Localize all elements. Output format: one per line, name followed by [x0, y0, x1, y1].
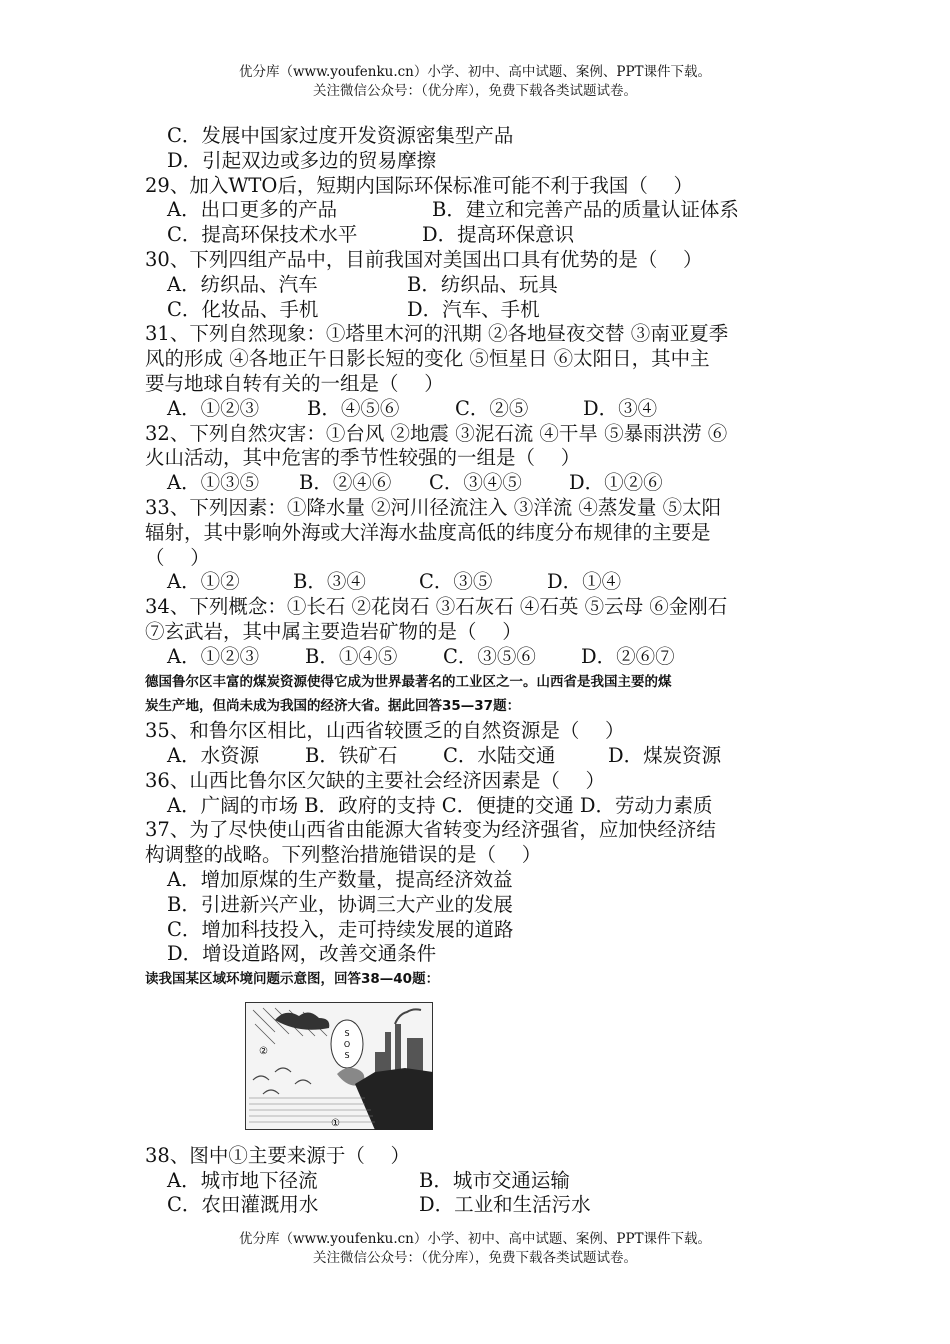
header-line-2: 关注微信公众号：（优分库），免费下载各类试题试卷。 [313, 83, 637, 99]
q35-option-c: C．水陆交通 [443, 743, 556, 767]
header-line-1: 优分库（www.youfenku.cn）小学、初中、高中试题、案例、PPT课件下载。 [238, 64, 712, 80]
q37-option-a: A．增加原煤的生产数量，提高经济效益 [167, 867, 513, 891]
intro-38-40: 读我国某区域环境问题示意图，回答38—40题： [145, 971, 440, 988]
page-header [0, 63, 950, 101]
q37-stem-line1: 37、为了尽快使山西省由能源大省转变为经济强省，应加快经济结 [145, 818, 716, 842]
page-footer [0, 1230, 950, 1268]
q30-option-a: A．纺织品、汽车 [167, 272, 318, 296]
q33-stem-line3: （ ） [145, 545, 210, 569]
q34-stem-line1: 34、下列概念：①长石 ②花岗石 ③石灰石 ④石英 ⑤云母 ⑥金刚石 [145, 595, 728, 619]
q32-option-a: A．①③⑤ [167, 471, 260, 495]
q31-option-a: A．①②③ [167, 396, 260, 420]
q31-stem-line2: 风的形成 ④各地正午日影长短的变化 ⑤恒星日 ⑥太阳日，其中主 [145, 347, 710, 371]
q33-option-c: C．③⑤ [419, 570, 493, 594]
q38-option-d: D．工业和生活污水 [419, 1193, 591, 1217]
q32-stem-line1: 32、下列自然灾害：①台风 ②地震 ③泥石流 ④干旱 ⑤暴雨洪涝 ⑥ [145, 421, 728, 445]
q30-options-row1 [145, 273, 815, 298]
q31-option-b: B．④⑤⑥ [307, 396, 400, 420]
q34-option-a: A．①②③ [167, 644, 260, 668]
q33-option-a: A．①② [167, 570, 240, 594]
q29-options-row2 [145, 223, 815, 248]
q30-option-c: C．化妆品、手机 [167, 297, 319, 321]
q35-option-b: B．铁矿石 [305, 743, 398, 767]
q36-options: A．广阔的市场 B．政府的支持 C．便捷的交通 D．劳动力素质 [167, 793, 713, 817]
q34-option-c: C．③⑤⑥ [443, 644, 536, 668]
q31-option-d: D．③④ [583, 396, 658, 420]
q38-option-a: A．城市地下径流 [167, 1168, 318, 1192]
intro-35-37-line2: 炭生产地，但尚未成为我国的经济大省。据此回答35—37题： [145, 698, 521, 715]
q37-stem-line2: 构调整的战略。下列整治措施错误的是（ ） [145, 843, 542, 867]
q33-option-d: D．①④ [547, 570, 622, 594]
q34-option-b: B．①④⑤ [305, 644, 398, 668]
q37-option-d: D．增设道路网，改善交通条件 [167, 942, 437, 966]
q38-options-row2 [145, 1193, 815, 1218]
environment-problem-figure [245, 1002, 433, 1130]
q29-stem: 29、加入WTO后，短期内国际环保标准可能不利于我国（ ） [145, 173, 694, 197]
q38-stem: 38、图中①主要来源于（ ） [145, 1143, 411, 1167]
figure-label-1: ① [331, 1117, 340, 1129]
sos-letter-s1: S [344, 1028, 350, 1038]
q30-option-d: D．汽车、手机 [407, 297, 540, 321]
q31-options [145, 397, 815, 422]
q32-stem-line2: 火山活动，其中危害的季节性较强的一组是（ ） [145, 446, 581, 470]
q38-option-c: C．农田灌溉用水 [167, 1193, 319, 1217]
q29-option-b: B．建立和完善产品的质量认证体系 [432, 198, 739, 222]
q33-options [145, 570, 815, 595]
sos-letter-s2: S [344, 1050, 350, 1060]
sos-letter-o: O [343, 1039, 351, 1049]
intro-35-37-line1: 德国鲁尔区丰富的煤炭资源使得它成为世界最著名的工业区之一。山西省是我国主要的煤 [145, 673, 672, 690]
q32-option-d: D．①②⑥ [569, 471, 663, 495]
q33-stem-line2: 辐射，其中影响外海或大洋海水盐度高低的纬度分布规律的主要是 [145, 520, 711, 544]
q29-option-c: C．提高环保技术水平 [167, 223, 358, 247]
q35-option-d: D．煤炭资源 [608, 743, 722, 767]
q29-option-d: D．提高环保意识 [422, 223, 575, 247]
q32-options [145, 471, 815, 496]
q35-option-a: A．水资源 [167, 743, 260, 767]
q37-option-b: B．引进新兴产业，协调三大产业的发展 [167, 892, 513, 916]
q30-options-row2 [145, 298, 815, 323]
q38-option-b: B．城市交通运输 [419, 1168, 570, 1192]
q34-options [145, 645, 815, 670]
q38-options-row1 [145, 1169, 815, 1194]
q31-stem-line1: 31、下列自然现象：①塔里木河的汛期 ②各地昼夜交替 ③南亚夏季 [145, 322, 729, 346]
q34-option-d: D．②⑥⑦ [581, 644, 675, 668]
q32-option-c: C．③④⑤ [429, 471, 522, 495]
footer-line-1: 优分库（www.youfenku.cn）小学、初中、高中试题、案例、PPT课件下载。 [238, 1231, 712, 1247]
q37-option-c: C．增加科技投入，走可持续发展的道路 [167, 917, 514, 941]
q31-option-c: C．②⑤ [455, 396, 529, 420]
exam-content [145, 124, 815, 1218]
q33-stem-line1: 33、下列因素：①降水量 ②河川径流注入 ③洋流 ④蒸发量 ⑤太阳 [145, 495, 722, 519]
q33-option-b: B．③④ [293, 570, 366, 594]
q28-option-c: C．发展中国家过度开发资源密集型产品 [167, 124, 514, 147]
q29-options-row1 [145, 198, 815, 223]
q34-stem-line2: ⑦玄武岩，其中属主要造岩矿物的是（ ） [145, 619, 522, 643]
q29-option-a: A．出口更多的产品 [167, 198, 338, 222]
q28-option-d: D．引起双边或多边的贸易摩擦 [167, 148, 437, 172]
q36-stem: 36、山西比鲁尔区欠缺的主要社会经济因素是（ ） [145, 768, 606, 792]
q35-stem: 35、和鲁尔区相比，山西省较匮乏的自然资源是（ ） [145, 719, 625, 743]
figure-label-2: ② [259, 1045, 268, 1057]
q30-option-b: B．纺织品、玩具 [407, 272, 558, 296]
footer-line-2: 关注微信公众号：（优分库），免费下载各类试题试卷。 [313, 1250, 637, 1266]
environment-sketch [245, 1002, 433, 1130]
q30-stem: 30、下列四组产品中，目前我国对美国出口具有优势的是（ ） [145, 247, 703, 271]
q35-options [145, 744, 815, 769]
q32-option-b: B．②④⑥ [299, 471, 392, 495]
q31-stem-line3: 要与地球自转有关的一组是（ ） [145, 371, 444, 395]
